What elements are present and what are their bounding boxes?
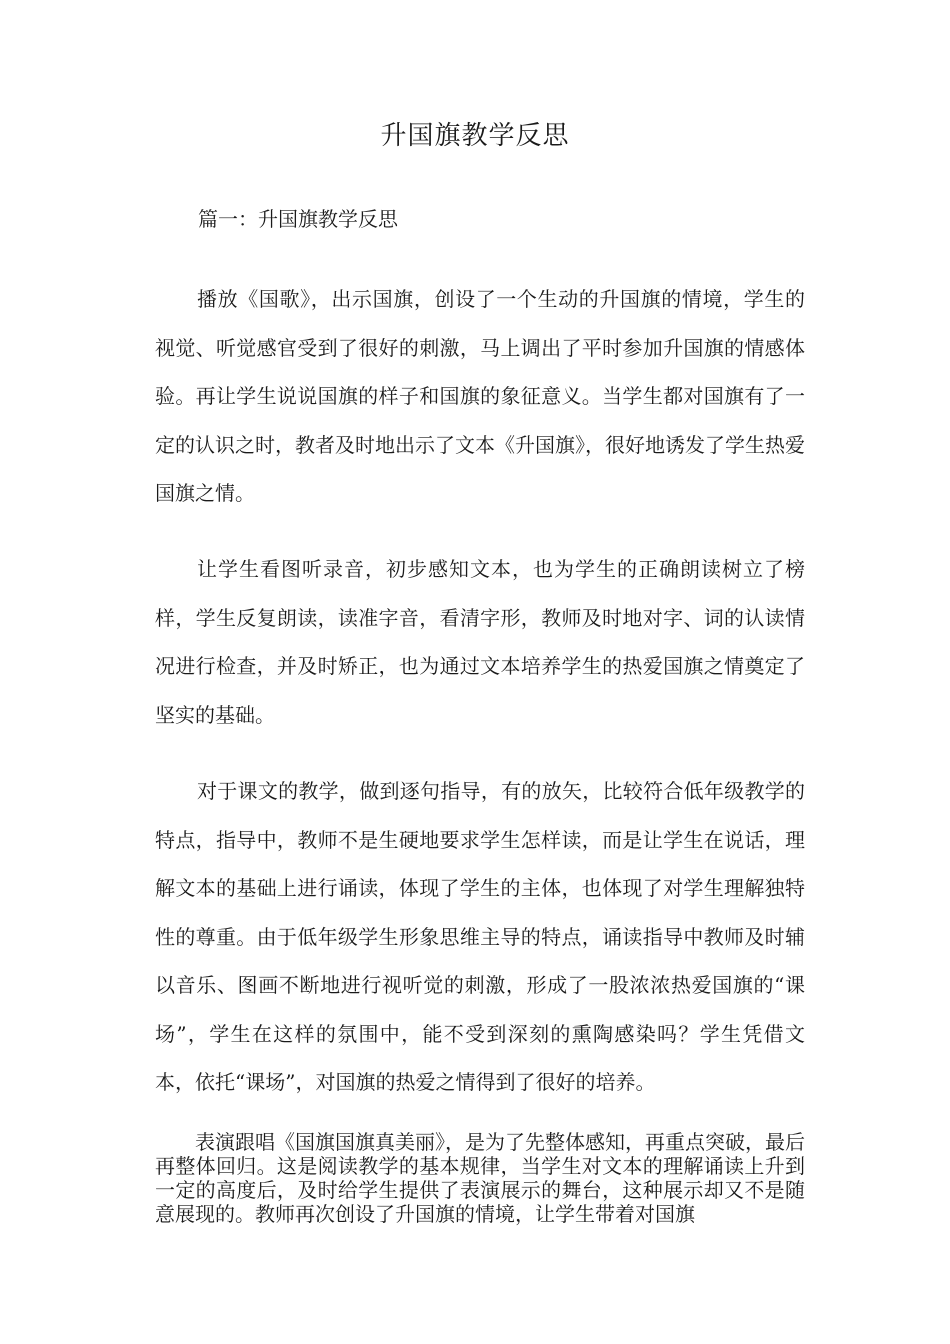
document-title: 升国旗教学反思 <box>380 121 570 151</box>
paragraph-3: 对于课文的教学，做到逐句指导，有的放矢，比较符合低年级教学的特点，指导中，教师不是生硬地要求学生怎样读，而是让学生在说话，理解文本的基础上进行诵读，体现了学生的主体，也体现了对学生理解独特性的尊重。由于低年级学生形象思维主导的特点，诵读指导中教师及时辅以音乐、图画不断地进行视听觉的刺激，形成了一股浓浓热爱国旗的“课场”，学生在这样的氛围中，能不受到深刻的熏陶感染吗？学生凭借文本，依托“课场”，对国旗的热爱之情得到了很好的培养。 <box>155 779 805 1094</box>
paragraph-1: 播放《国歌》，出示国旗，创设了一个生动的升国旗的情境，学生的视觉、听觉感官受到了很好的刺激，马上调出了平时参加升国旗的情感体验。再让学生说说国旗的样子和国旗的象征意义。当学生都对国旗有了一定的认识之时，教者及时地出示了文本《升国旗》，很好地诱发了学生热爱国旗之情。 <box>155 287 805 505</box>
paragraph-4: 表演跟唱《国旗国旗真美丽》，是为了先整体感知，再重点突破，最后再整体回归。这是阅读教学的基本规律，当学生对文本的理解诵读上升到一定的高度后，及时给学生提供了表演展示的舞台，这种展示却又不是随意展现的。教师再次创设了升国旗的情境，让学生带着对国旗 <box>155 1130 805 1226</box>
paragraph-2: 让学生看图听录音，初步感知文本，也为学生的正确朗读树立了榜样，学生反复朗读，读准字音，看清字形，教师及时地对字、词的认读情况进行检查，并及时矫正，也为通过文本培养学生的热爱国旗之情奠定了坚实的基础。 <box>155 557 805 727</box>
section-heading: 篇一：升国旗教学反思 <box>198 207 398 231</box>
